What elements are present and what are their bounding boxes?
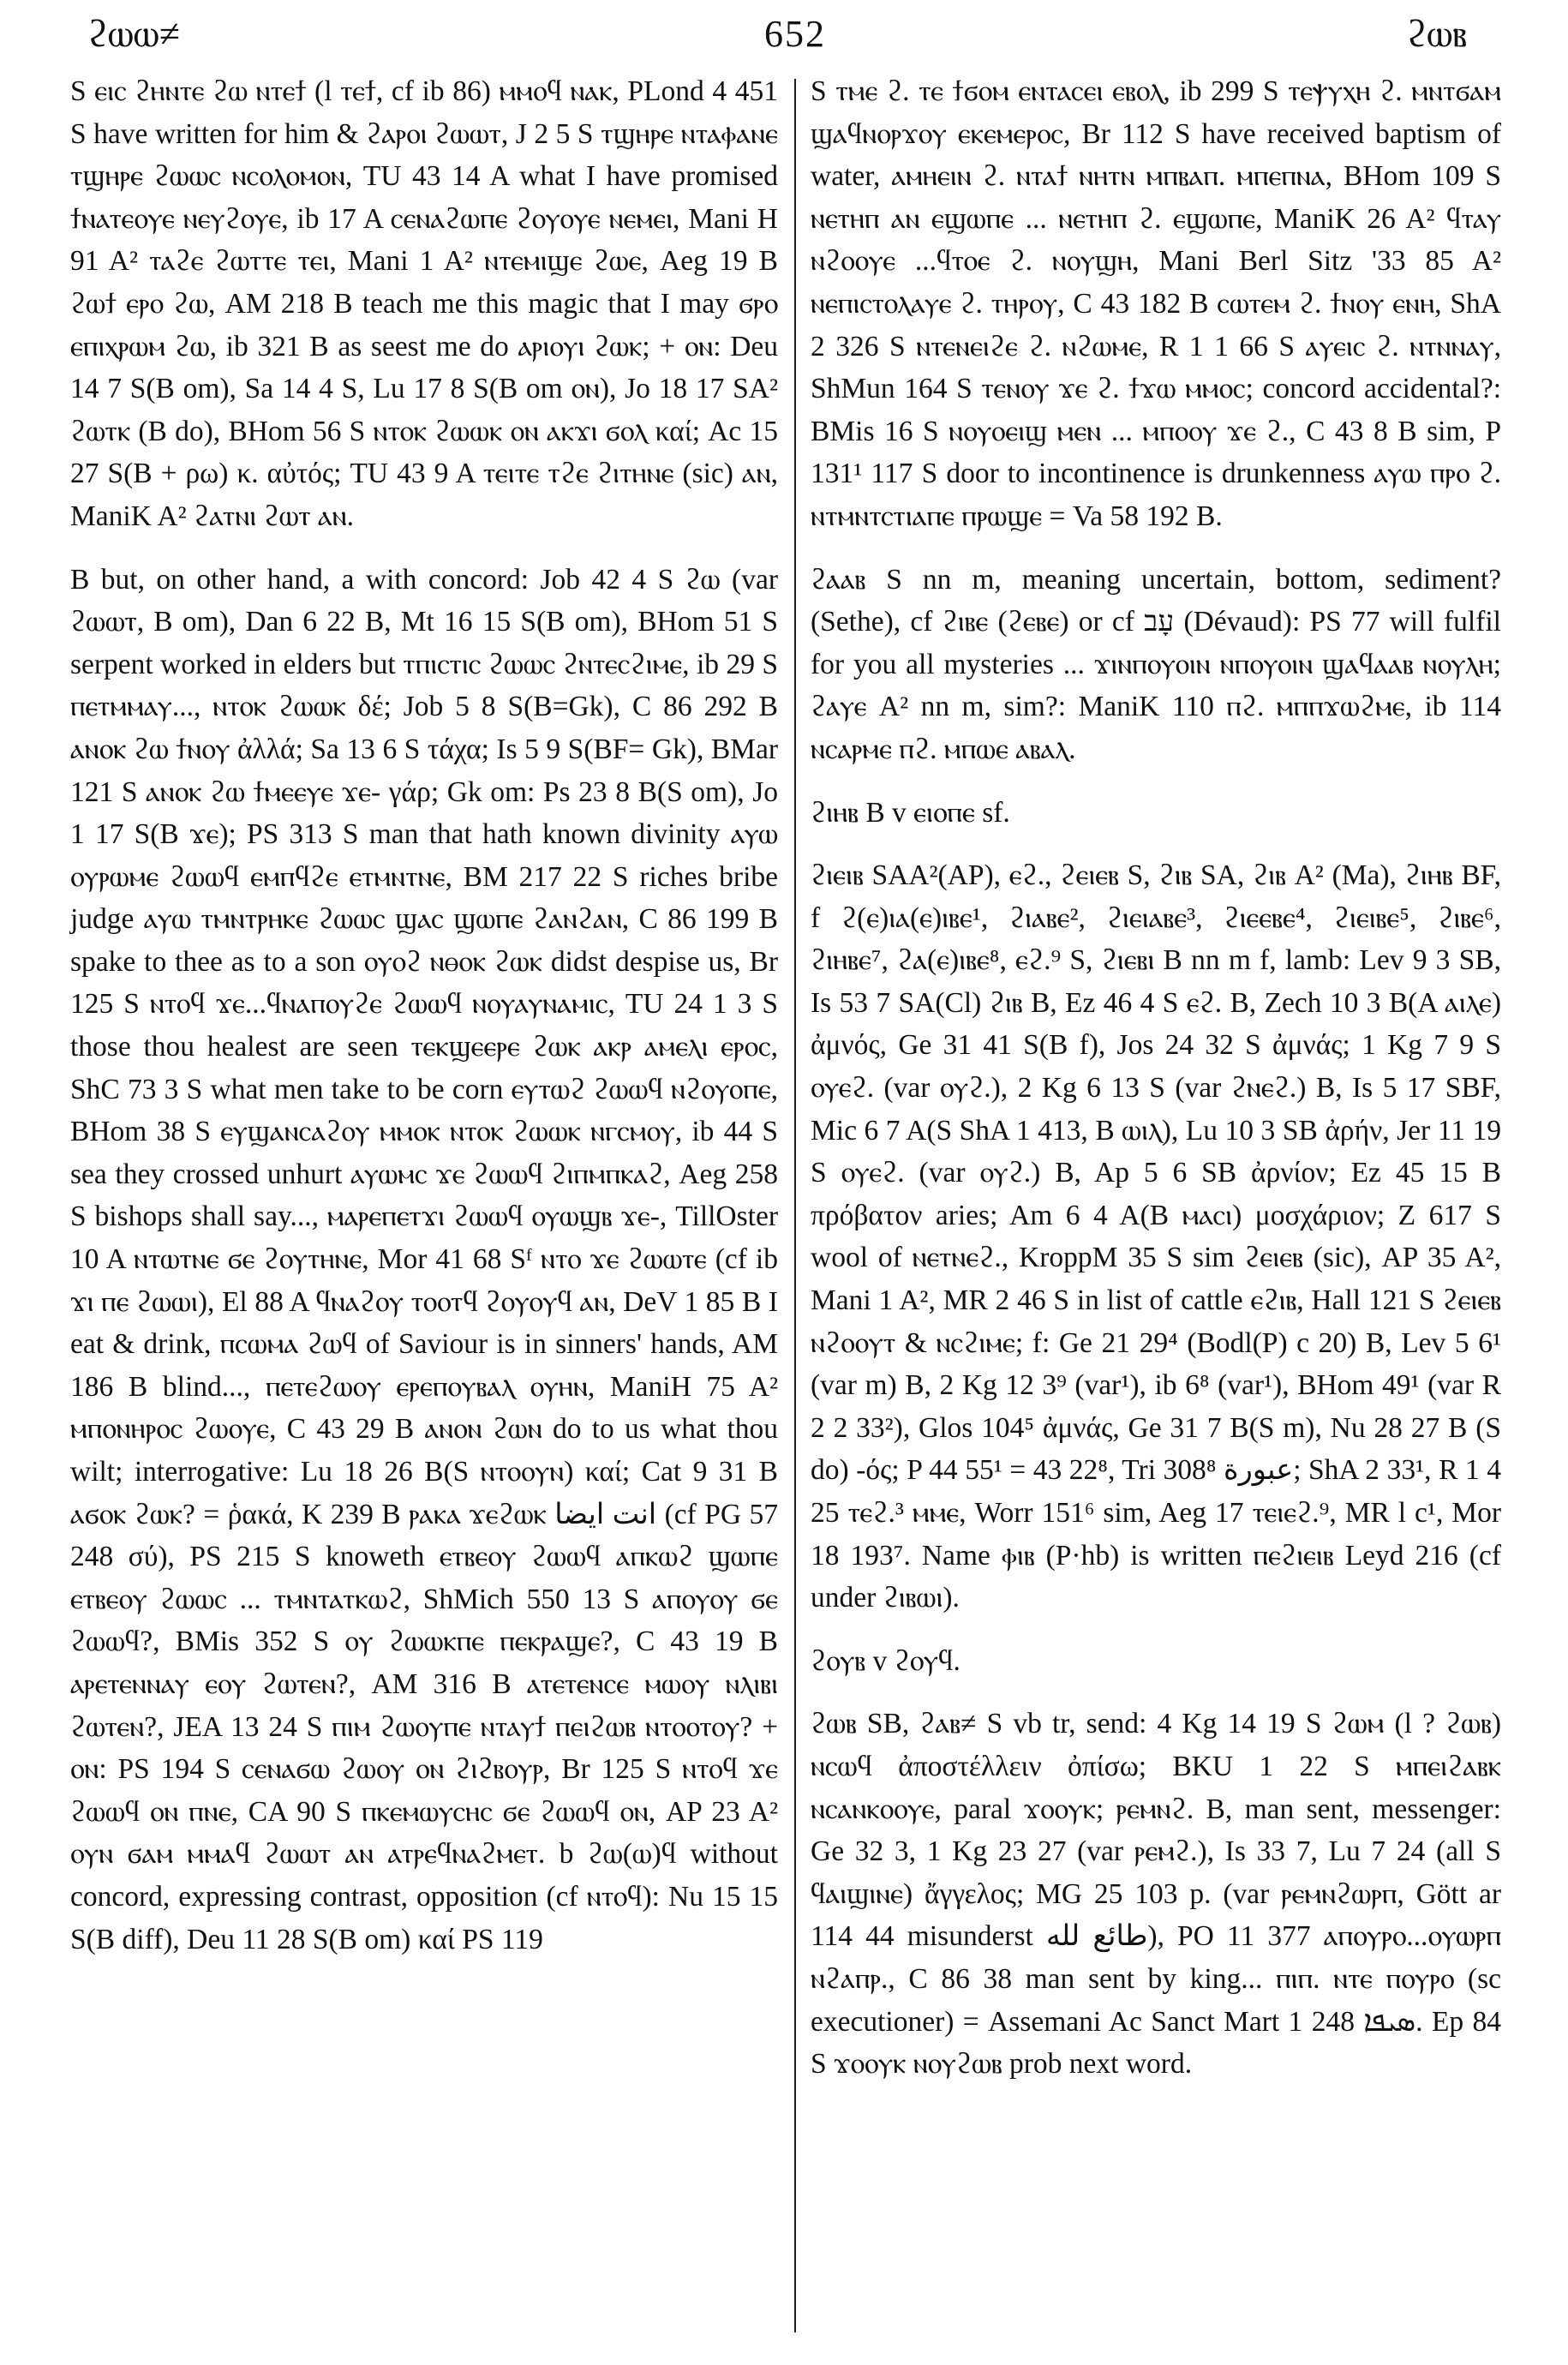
header-right-headword: ϩⲱⲃ	[1406, 13, 1467, 55]
page-header	[70, 12, 1499, 63]
column-divider	[794, 79, 796, 2332]
left-column	[70, 70, 778, 1961]
entry-paragraph: ϩⲓⲉⲓⲃ SAA²(AP), ⲉϩ., ϩⲉⲓⲉⲃ S, ϩⲓⲃ SA, ϩⲓⲃ A² (Ma), ϩⲓⲏⲃ BF, f ϩ(ⲉ)ⲓⲁ(ⲉ)ⲓⲃⲉ¹, ϩⲓⲁⲃⲉ², ϩⲓⲉⲓⲁⲃⲉ³, ϩⲓⲉⲉⲃⲉ⁴, ϩⲓⲉⲓⲃⲉ⁵, ϩⲓⲃⲉ⁶, ϩⲓⲏⲃⲉ⁷, ϩⲁ(ⲉ)ⲓⲃⲉ⁸, ⲉϩ.⁹ S, ϩⲓⲉⲃⲓ B nn m f, lamb: Lev 9 3 SB, Is 53 7 SA(Cl) ϩⲓⲃ B, Ez 46 4 S ⲉϩ. B, Zech 10 3 B(A ⲁⲓⲗⲉ) ἀμνός, Ge 31 41 S(B f), Jos 24 32 S ἀμνάς; 1 Kg 7 9 S ⲟⲩⲉϩ. (var ⲟⲩϩ.), 2 Kg 6 13 S (var ϩⲛⲉϩ.) B, Is 5 17 SBF, Mic 6 7 A(S ShA 1 413, B ⲱⲓⲗ), Lu 10 3 SB ἀρήν, Jer 11 19 S ⲟⲩⲉϩ. (var ⲟⲩϩ.) B, Ap 5 6 SB ἀρνίον; Ez 45 15 B πρόβατον aries; Am 6 4 A(B ⲙⲁⲥⲓ) μοσχάριον; Z 617 S wool of ⲛⲉⲧⲛⲉϩ., KroppM 35 S sim ϩⲉⲓⲉⲃ (sic), AP 35 A², Mani 1 A², MR 2 46 S in list of cattle ⲉϩⲓⲃ, Hall 121 S ϩⲉⲓⲉⲃ ⲛϩⲟⲟⲩⲧ & ⲛⲥϩⲓⲙⲉ; f: Ge 21 29⁴ (Bodl(P) c 20) B, Lev 5 6¹ (var m) B, 2 Kg 12 3⁹ (var¹), ib 6⁸ (var¹), BHom 49¹ (var R 2 2 33²), Glos 104⁵ ἀμνάς, Ge 31 7 B(S m), Nu 28 27 B (S do) -ός; P 44 55¹ = 43 22⁸, Tri 308⁸ عبورة; ShA 2 33¹, R 1 4 25 ⲧⲉϩ.³ ⲙⲙⲉ, Worr 151⁶ sim, Aeg 17 ⲧⲉⲓⲉϩ.⁹, MR l c¹, Mor 18 193⁷. Name ⲫⲓⲃ (P·hb) is written ⲡⲉϩⲓⲉⲓⲃ Leyd 216 (cf under ϩⲓⲃⲱⲓ).	[811, 859, 1502, 1614]
entry-paragraph: S ⲧⲙⲉ ϩ. ⲧⲉ ϯϭⲟⲙ ⲉⲛⲧⲁⲥⲉⲓ ⲉⲃⲟⲗ, ib 299 S ⲧⲉⲯⲩⲭⲏ ϩ. ⲙⲛⲧϭⲁⲙ ϣⲁϥⲛⲟⲣϫⲟⲩ ⲉⲕⲉⲙⲉⲣⲟⲥ, Br 112 S have received baptism of water, ⲁⲙⲏⲉⲓⲛ ϩ. ⲛⲧⲁϯ ⲛⲏⲧⲛ ⲙⲡⲃⲁⲡ. ⲙⲡⲉⲡⲛⲁ, BHom 109 S ⲛⲉⲧⲏⲡ ⲁⲛ ⲉϣⲱⲡⲉ ... ⲛⲉⲧⲏⲡ ϩ. ⲉϣⲱⲡⲉ, ManiK 26 A² ϥⲧⲁⲩ ⲛϩⲟⲟⲩⲉ ...ϥⲧⲟⲉ ϩ. ⲛⲟⲩϣⲏ, Mani Berl Sitz '33 85 A² ⲛⲉⲡⲓⲥⲧⲟⲗⲁⲩⲉ ϩ. ⲧⲏⲣⲟⲩ, C 43 182 B ⲥⲱⲧⲉⲙ ϩ. ϯⲛⲟⲩ ⲉⲛⲏ, ShA 2 326 S ⲛⲧⲉⲛⲉⲓϩⲉ ϩ. ⲛϩⲱⲙⲉ, R 1 1 66 S ⲁⲩⲉⲓⲥ ϩ. ⲛⲧⲛⲛⲁⲩ, ShMun 164 S ⲧⲉⲛⲟⲩ ϫⲉ ϩ. ϯϫⲱ ⲙⲙⲟⲥ; concord accidental?: BMis 16 S ⲛⲟⲩⲟⲉⲓϣ ⲙⲉⲛ ... ⲙⲡⲟⲟⲩ ϫⲉ ϩ., C 43 8 B sim, P 131¹ 117 S door to incontinence is drunkenness ⲁⲩⲱ ⲡⲣⲟ ϩ. ⲛⲧⲙⲛⲧⲥⲧⲓⲁⲡⲉ ⲡⲣⲱϣⲉ = Va 58 192 B.	[811, 75, 1501, 532]
entry-paragraph: ϩⲁⲁⲃ S nn m, meaning uncertain, bottom, sediment? (Sethe), cf ϩⲓⲃⲉ (ϩⲉⲃⲉ) or cf עָב (Dévaud): PS 77 will fulfil for you all mysteries ... ϫⲓⲛⲡⲟⲩⲟⲓⲛ ⲛⲡⲟⲩⲟⲓⲛ ϣⲁϥⲁⲁⲃ ⲛⲟⲩⲗⲏ; ϩⲁⲩⲉ A² nn m, sim?: ManiK 110 ⲡϩ. ⲙⲡⲡϫⲱϩⲙⲉ, ib 114 ⲛⲥⲁⲣⲙⲉ ⲡϩ. ⲙⲡⲱⲉ ⲁⲃⲁⲗ.	[811, 563, 1501, 765]
entry-paragraph: B but, on other hand, a with concord: Job 42 4 S ϩⲱ (var ϩⲱⲱⲧ, B om), Dan 6 22 B, Mt 16 15 S(B om), BHom 51 S serpent worked in elders but ⲧⲡⲓⲥⲧⲓⲥ ϩⲱⲱⲥ ϩⲛⲧⲉⲥϩⲓⲙⲉ, ib 29 S ⲡⲉⲧⲙⲙⲁⲩ..., ⲛⲧⲟⲕ ϩⲱⲱⲕ δέ; Job 5 8 S(B=Gk), C 86 292 B ⲁⲛⲟⲕ ϩⲱ ϯⲛⲟⲩ ἀλλά; Sa 13 6 S τάχα; Is 5 9 S(BF= Gk), BMar 121 S ⲁⲛⲟⲕ ϩⲱ ϯⲙⲉⲉⲩⲉ ϫⲉ- γάρ; Gk om: Ps 23 8 B(S om), Jo 1 17 S(B ϫⲉ); PS 313 S man that hath known divinity ⲁⲩⲱ ⲟⲩⲣⲱⲙⲉ ϩⲱⲱϥ ⲉⲙⲡϥϩⲉ ⲉⲧⲙⲛⲧⲛⲉ, BM 217 22 S riches bribe judge ⲁⲩⲱ ⲧⲙⲛⲧⲣⲏⲕⲉ ϩⲱⲱⲥ ϣⲁⲥ ϣⲱⲡⲉ ϩⲁⲛϩⲁⲛ, C 86 199 B spake to thee as to a son ⲟⲩⲟϩ ⲛⲑⲟⲕ ϩⲱⲕ didst despise us, Br 125 S ⲛⲧⲟϥ ϫⲉ...ϥⲛⲁⲡⲟⲩϩⲉ ϩⲱⲱϥ ⲛⲟⲩⲁⲩⲛⲁⲙⲓⲥ, TU 24 1 3 S those thou healest are seen ⲧⲉⲕϣⲉⲉⲣⲉ ϩⲱⲕ ⲁⲕⲣ ⲁⲙⲉⲗⲓ ⲉⲣⲟⲥ, ShC 73 3 S what men take to be corn ⲉⲩⲧⲱϩ ϩⲱⲱϥ ⲛϩⲟⲩⲟⲡⲉ, BHom 38 S ⲉⲩϣⲁⲛⲥⲁϩⲟⲩ ⲙⲙⲟⲕ ⲛⲧⲟⲕ ϩⲱⲱⲕ ⲛⲅⲥⲙⲟⲩ, ib 44 S sea they crossed unhurt ⲁⲩⲱⲙⲥ ϫⲉ ϩⲱⲱϥ ϩⲓⲡⲙⲡⲕⲁϩ, Aeg 258 S bishops shall say..., ⲙⲁⲣⲉⲡⲉⲧϫⲓ ϩⲱⲱϥ ⲟⲩⲱϣⲃ ϫⲉ-, TillOster 10 A ⲛⲧⲱⲧⲛⲉ ϭⲉ ϩⲟⲩⲧⲏⲛⲉ, Mor 41 68 Sᶠ ⲛⲧⲟ ϫⲉ ϩⲱⲱⲧⲉ (cf ib ϫⲓ ⲡⲉ ϩⲱⲱⲓ), El 88 A ϥⲛⲁϩⲟⲩ ⲧⲟⲟⲧϥ ϩⲟⲩⲟⲩϥ ⲁⲛ, DeV 1 85 B I eat & drink, ⲡⲥⲱⲙⲁ ϩⲱϥ of Saviour is in sinners' hands, AM 186 B blind..., ⲡⲉⲧⲉϩⲱⲟⲩ ⲉⲣⲉⲡⲟⲩⲃⲁⲗ ⲟⲩⲏⲛ, ManiH 75 A² ⲙⲡⲟⲛⲏⲣⲟⲥ ϩⲱⲟⲩⲉ, C 43 29 B ⲁⲛⲟⲛ ϩⲱⲛ do to us what thou wilt; interrogative: Lu 18 26 B(S ⲛⲧⲟⲟⲩⲛ) καί; Cat 9 31 B ⲁϭⲟⲕ ϩⲱⲕ? = ῥακά, K 239 B ⲣⲁⲕⲁ ϫⲉϩⲱⲕ انت ايضا (cf PG 57 248 σύ), PS 215 S knoweth ⲉⲧⲃⲉⲟⲩ ϩⲱⲱϥ ⲁⲡⲕⲱϩ ϣⲱⲡⲉ ⲉⲧⲃⲉⲟⲩ ϩⲱⲱⲥ ... ⲧⲙⲛⲧⲁⲧⲕⲱϩ, ShMich 550 13 S ⲁⲡⲟⲩⲟⲩ ϭⲉ ϩⲱⲱϥ?, BMis 352 S ⲟⲩ ϩⲱⲱⲕⲡⲉ ⲡⲉⲕⲣⲁϣⲉ?, C 43 19 B ⲁⲣⲉⲧⲉⲛⲛⲁⲩ ⲉⲟⲩ ϩⲱⲧⲉⲛ?, AM 316 B ⲁⲧⲉⲧⲉⲛⲥⲉ ⲙⲱⲟⲩ ⲛⲗⲓⲃⲓ ϩⲱⲧⲉⲛ?, JEA 13 24 S ⲡⲓⲙ ϩⲱⲟⲩⲡⲉ ⲛⲧⲁⲩϯ ⲡⲉⲓϩⲱⲃ ⲛⲧⲟⲟⲧⲟⲩ? + ⲟⲛ: PS 194 S ⲥⲉⲛⲁϭⲱ ϩⲱⲟⲩ ⲟⲛ ϩⲓϩⲃⲟⲩⲣ, Br 125 S ⲛⲧⲟϥ ϫⲉ ϩⲱⲱϥ ⲟⲛ ⲡⲛⲉ, CA 90 S ⲡⲕⲉⲙⲱⲩⲥⲏⲥ ϭⲉ ϩⲱⲱϥ ⲟⲛ, AP 23 A² ⲟⲩⲛ ϭⲁⲙ ⲙⲙⲁϥ ϩⲱⲱⲧ ⲁⲛ ⲁⲧⲣⲉϥⲛⲁϩⲙⲉⲧ. b ϩⲱ(ⲱ)ϥ without concord, expressing contrast, opposition (cf ⲛⲧⲟϥ): Nu 15 15 S(B diff), Deu 11 28 S(B om) καί PS 119	[70, 563, 778, 1955]
entry-paragraph: S ⲉⲓⲥ ϩⲏⲛⲧⲉ ϩⲱ ⲛⲧⲉϯ (l ⲧⲉϯ, cf ib 86) ⲙⲙⲟϥ ⲛⲁⲕ, PLond 4 451 S have written for him & ϩⲁⲣⲟⲓ ϩⲱⲱⲧ, J 2 5 S ⲧϣⲏⲣⲉ ⲛⲧⲁⲫⲁⲛⲉ ⲧϣⲏⲣⲉ ϩⲱⲱⲥ ⲛⲥⲟⲗⲟⲙⲟⲛ, TU 43 14 A what I have promised ϯⲛⲁⲧⲉⲟⲩⲉ ⲛⲉⲩϩⲟⲩⲉ, ib 17 A ⲥⲉⲛⲁϩⲱⲡⲉ ϩⲟⲩⲟⲩⲉ ⲛⲉⲙⲉⲓ, Mani H 91 A² ⲧⲁϩⲉ ϩⲱⲧⲧⲉ ⲧⲉⲓ, Mani 1 A² ⲛⲧⲉⲙⲓϣⲉ ϩⲱⲉ, Aeg 19 B ϩⲱϯ ⲉⲣⲟ ϩⲱ, AM 218 B teach me this magic that I may ϭⲣⲟ ⲉⲡⲓⲭⲣⲱⲙ ϩⲱ, ib 321 B as seest me do ⲁⲣⲓⲟⲩⲓ ϩⲱⲕ; + ⲟⲛ: Deu 14 7 S(B om), Sa 14 4 S, Lu 17 8 S(B om ⲟⲛ), Jo 18 17 SA² ϩⲱⲧⲕ (B do), BHom 56 S ⲛⲧⲟⲕ ϩⲱⲱⲕ ⲟⲛ ⲁⲕϫⲓ ϭⲟⲗ καί; Ac 15 27 S(B + ρω) κ. αὐτός; TU 43 9 A ⲧⲉⲓⲧⲉ ⲧϩⲉ ϩⲓⲧⲏⲛⲉ (sic) ⲁⲛ, ManiK A² ϩⲁⲧⲛⲓ ϩⲱⲧ ⲁⲛ.	[70, 75, 778, 532]
right-column	[811, 70, 1501, 2086]
header-left-headword: ϩⲱⲱ≠	[87, 13, 180, 55]
entry-paragraph: ϩⲓⲏⲃ B v ⲉⲓⲟⲡⲉ sf.	[811, 796, 1010, 829]
page-number: 652	[764, 13, 826, 55]
entry-paragraph: ϩⲱⲃ SB, ϩⲁⲃ≠ S vb tr, send: 4 Kg 14 19 S ϩⲱⲙ (l ? ϩⲱⲃ) ⲛⲥⲱϥ ἀποστέλλειν ὀπίσω; BKU 1 22 S ⲙⲡⲉⲓϩⲁⲃⲕ ⲛⲥⲁⲛⲕⲟⲟⲩⲉ, paral ϫⲟⲟⲩⲕ; ⲣⲉⲙⲛϩ. B, man sent, messenger: Ge 32 3, 1 Kg 23 27 (var ⲣⲉⲙϩ.), Is 33 7, Lu 7 24 (all S ϥⲁⲓϣⲓⲛⲉ) ἄγγελος; MG 25 103 p. (var ⲣⲉⲙⲛϩⲱⲣⲡ, Gött ar 114 44 misunderst طائع لله), PO 11 377 ⲁⲡⲟⲩⲣⲟ...ⲟⲩⲱⲣⲡ ⲛϩⲁⲡⲣ., C 86 38 man sent by king... ⲡⲓⲡ. ⲛⲧⲉ ⲡⲟⲩⲣⲟ (sc executioner) = Assemani Ac Sanct Mart 1 248 ܣܝܦܐ. Ep 84 S ϫⲟⲟⲩⲕ ⲛⲟⲩϩⲱⲃ prob next word.	[811, 1708, 1502, 2081]
entry-paragraph: ϩⲟⲩⲃ v ϩⲟⲩϥ.	[811, 1644, 961, 1677]
